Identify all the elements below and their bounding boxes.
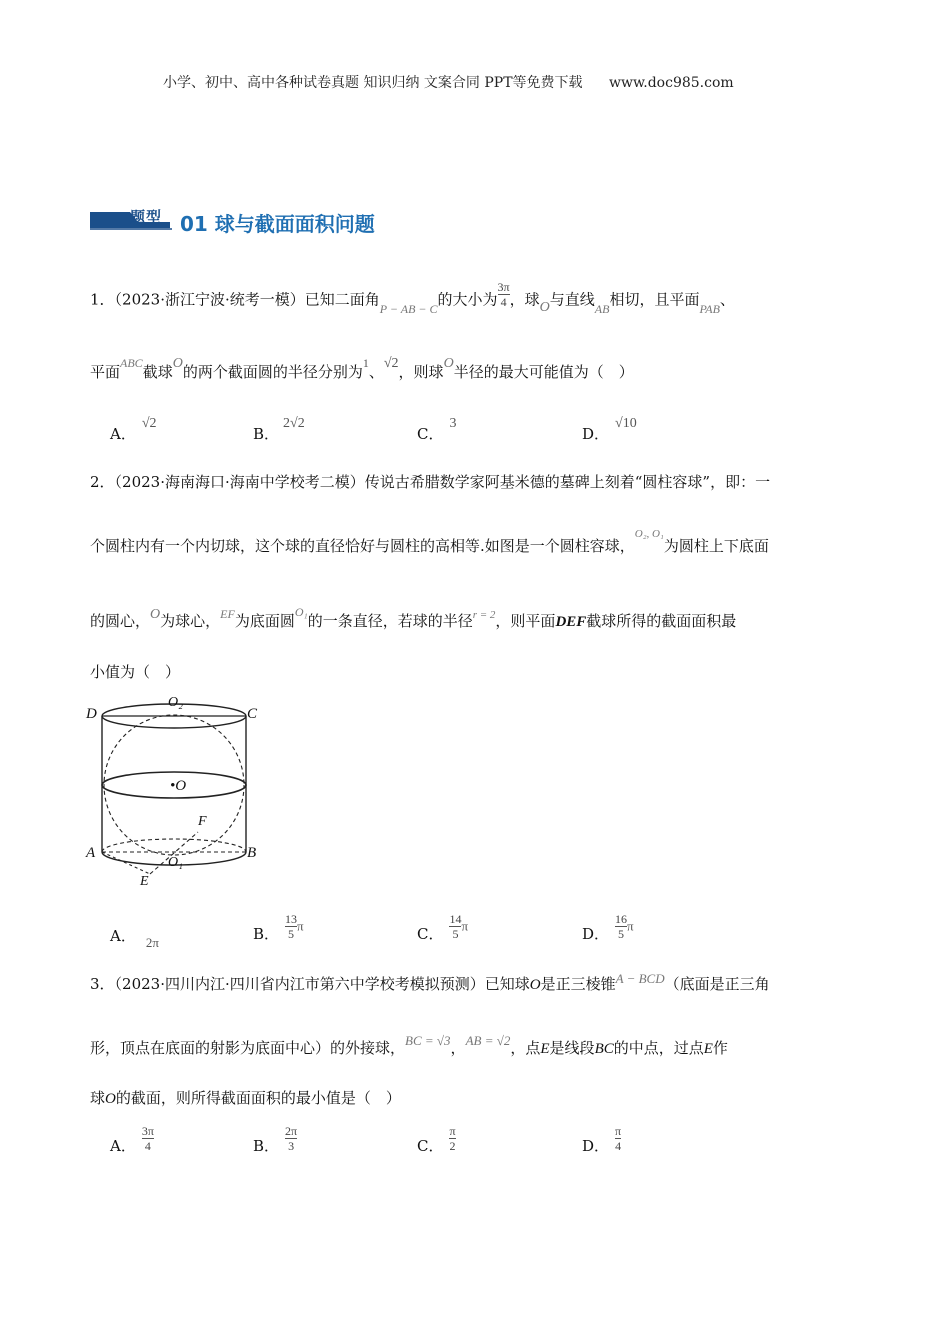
q1-option-c[interactable] xyxy=(417,416,457,446)
denominator: 4 xyxy=(615,1139,622,1153)
math-EF: EF xyxy=(220,607,235,621)
q1-option-d[interactable] xyxy=(582,416,637,446)
option-label: A． xyxy=(110,927,136,945)
math-AB: AB = √2 xyxy=(465,1033,511,1048)
denominator: 5 xyxy=(288,927,295,941)
numerator: 16 xyxy=(615,912,628,926)
denominator: 4 xyxy=(144,1139,151,1153)
label-C: C xyxy=(247,706,258,722)
text: 为球心， xyxy=(160,612,221,630)
option-label: B． xyxy=(253,924,280,943)
numerator: 14 xyxy=(449,912,462,926)
q1-option-a[interactable] xyxy=(110,416,157,446)
math-ABC: ABC xyxy=(120,356,143,370)
option-label: D． xyxy=(582,425,610,443)
label-O: •O xyxy=(170,778,187,794)
text: ， xyxy=(450,1039,466,1057)
section-badge: 题型 xyxy=(130,208,163,226)
text: 是线段 xyxy=(549,1039,595,1057)
text: 的圆心， xyxy=(90,612,151,630)
text: 是正三棱锥 xyxy=(540,975,616,993)
math-PAB: PAB xyxy=(699,301,720,316)
denominator: 2 xyxy=(449,1139,456,1153)
q2-option-c[interactable] xyxy=(417,912,468,941)
section-title: 01 球与截面面积问题 xyxy=(180,212,375,236)
option-label: D． xyxy=(582,924,610,943)
math-O: O xyxy=(529,977,541,993)
fraction xyxy=(615,912,627,941)
numerator: 13 xyxy=(285,912,298,926)
option-label: C． xyxy=(417,1136,444,1155)
fraction xyxy=(142,1124,154,1153)
text: 为圆柱上下底面 xyxy=(663,537,769,555)
text: 作 xyxy=(712,1039,728,1057)
label-E: E xyxy=(140,874,149,889)
option-label: D． xyxy=(582,1136,610,1155)
option-value: 2π xyxy=(145,935,159,950)
denominator: 5 xyxy=(452,927,459,941)
q1-line2 xyxy=(90,356,634,384)
cylinder-sphere-figure xyxy=(84,692,264,892)
fraction xyxy=(285,912,297,941)
denominator: 3 xyxy=(288,1139,295,1153)
math-E: E xyxy=(703,1041,713,1057)
math-E: E xyxy=(540,1041,550,1057)
label-D: D xyxy=(86,706,97,722)
numerator: 2π xyxy=(285,1124,298,1138)
math-O: O xyxy=(539,299,550,315)
q3-option-b[interactable] xyxy=(253,1124,297,1153)
header-url[interactable]: www.doc985.com xyxy=(608,75,734,91)
fraction xyxy=(449,912,461,941)
math-O: O xyxy=(105,1091,116,1107)
text: 为底面圆 xyxy=(234,612,295,630)
option-label: B． xyxy=(253,425,280,443)
option-value: 2√2 xyxy=(283,416,305,431)
q2-option-b[interactable] xyxy=(253,912,304,941)
q3-option-a[interactable] xyxy=(110,1124,154,1153)
q2-line4: 小值为（ ） xyxy=(90,663,181,681)
math-1: 1 xyxy=(362,356,369,370)
label-B: B xyxy=(247,845,257,861)
pi-suffix: π xyxy=(461,918,469,934)
q3-options xyxy=(110,1120,750,1164)
q1-line1 xyxy=(90,280,735,316)
text: 3．（2023·四川内江·四川省内江市第六中学校考模拟预测）已知球 xyxy=(90,975,530,993)
option-label: C． xyxy=(417,924,444,943)
option-value: √2 xyxy=(141,416,157,431)
label-O2: O₂ xyxy=(168,695,183,710)
q1-option-b[interactable] xyxy=(253,416,305,446)
text: 相切，且平面 xyxy=(609,290,700,309)
q2-option-a[interactable] xyxy=(110,926,159,950)
math-A-BCD: A − BCD xyxy=(615,971,665,986)
q2-line3 xyxy=(90,605,737,633)
q2-option-d[interactable] xyxy=(582,912,634,941)
text: 个圆柱内有一个内切球，这个球的直径恰好与圆柱的高相等.如图是一个圆柱容球， xyxy=(90,537,635,555)
fraction xyxy=(498,280,510,309)
pi-suffix: π xyxy=(627,918,634,934)
math-O: O xyxy=(172,356,183,371)
math-O1: O₁ xyxy=(294,605,308,619)
option-label: A． xyxy=(110,425,136,443)
text: 、 xyxy=(368,363,384,381)
fraction xyxy=(615,1124,621,1153)
text: ，则球 xyxy=(398,363,444,381)
math-BC: BC xyxy=(594,1041,614,1057)
math-O: O xyxy=(443,356,454,371)
text: 与直线 xyxy=(549,290,595,309)
q3-option-c[interactable] xyxy=(417,1124,456,1153)
option-label: A． xyxy=(110,1136,136,1155)
fraction xyxy=(285,1124,297,1153)
math-r: r = 2 xyxy=(472,609,496,621)
math-DEF: DEF xyxy=(555,614,587,630)
header-text: 小学、初中、高中各种试卷真题 知识归纳 文案合同 PPT等免费下载 xyxy=(163,75,583,91)
option-value: √10 xyxy=(615,416,637,431)
numerator: 3π xyxy=(141,1124,154,1138)
q2-line1: 2．（2023·海南海口·海南中学校考二模）传说古希腊数学家阿基米德的墓碑上刻着“圆柱容球”，即：一 xyxy=(90,473,771,491)
text: 的中点，过点 xyxy=(613,1039,704,1057)
label-O1: O₁ xyxy=(168,855,183,870)
math-sqrt2: √2 xyxy=(383,356,399,371)
text: 、 xyxy=(719,290,735,309)
fraction xyxy=(449,1124,455,1153)
text: 1．（2023·浙江宁波·统考一模）已知二面角 xyxy=(90,290,380,309)
text: 平面 xyxy=(90,363,121,381)
math-dihedral: P − AB − C xyxy=(379,301,438,316)
text: 球 xyxy=(90,1089,106,1107)
denominator: 5 xyxy=(618,927,625,941)
numerator: 3π xyxy=(497,280,510,294)
page-header xyxy=(163,72,734,92)
numerator: π xyxy=(615,1124,622,1138)
text: ，则平面 xyxy=(495,612,556,630)
option-value: 3 xyxy=(449,416,457,431)
text: 截球 xyxy=(142,363,173,381)
section-banner xyxy=(90,206,430,240)
option-label: B． xyxy=(253,1136,280,1155)
label-A: A xyxy=(86,845,96,861)
text: ，球 xyxy=(509,290,540,309)
q2-options xyxy=(110,908,750,952)
text: （底面是正三角 xyxy=(664,975,770,993)
math-AB: AB xyxy=(594,301,610,316)
q2-line2 xyxy=(90,528,769,558)
q3-line1 xyxy=(90,971,770,995)
math-O2-O1: O₂, O₁ xyxy=(634,528,664,540)
text: 的截面，则所得截面面积的最小值是（ ） xyxy=(115,1089,401,1107)
text: ，点 xyxy=(510,1039,541,1057)
text: 半径的最大可能值为（ ） xyxy=(453,363,634,381)
denominator: 4 xyxy=(500,295,507,309)
math-O: O xyxy=(150,607,161,622)
text: 形，顶点在底面的射影为底面中心）的外接球， xyxy=(90,1039,406,1057)
text: 的两个截面圆的半径分别为 xyxy=(182,363,363,381)
pi-suffix: π xyxy=(297,918,304,934)
text: 的一条直径，若球的半径 xyxy=(307,612,473,630)
label-F: F xyxy=(198,814,207,829)
q3-option-d[interactable] xyxy=(582,1124,621,1153)
numerator: π xyxy=(449,1124,456,1138)
option-label: C． xyxy=(417,425,444,443)
q1-options xyxy=(110,410,750,444)
q3-line2 xyxy=(90,1033,728,1059)
text: 的大小为 xyxy=(437,290,498,309)
text: 截球所得的截面面积最 xyxy=(586,612,737,630)
q3-line3 xyxy=(90,1088,401,1109)
math-BC: BC = √3 xyxy=(405,1033,451,1048)
